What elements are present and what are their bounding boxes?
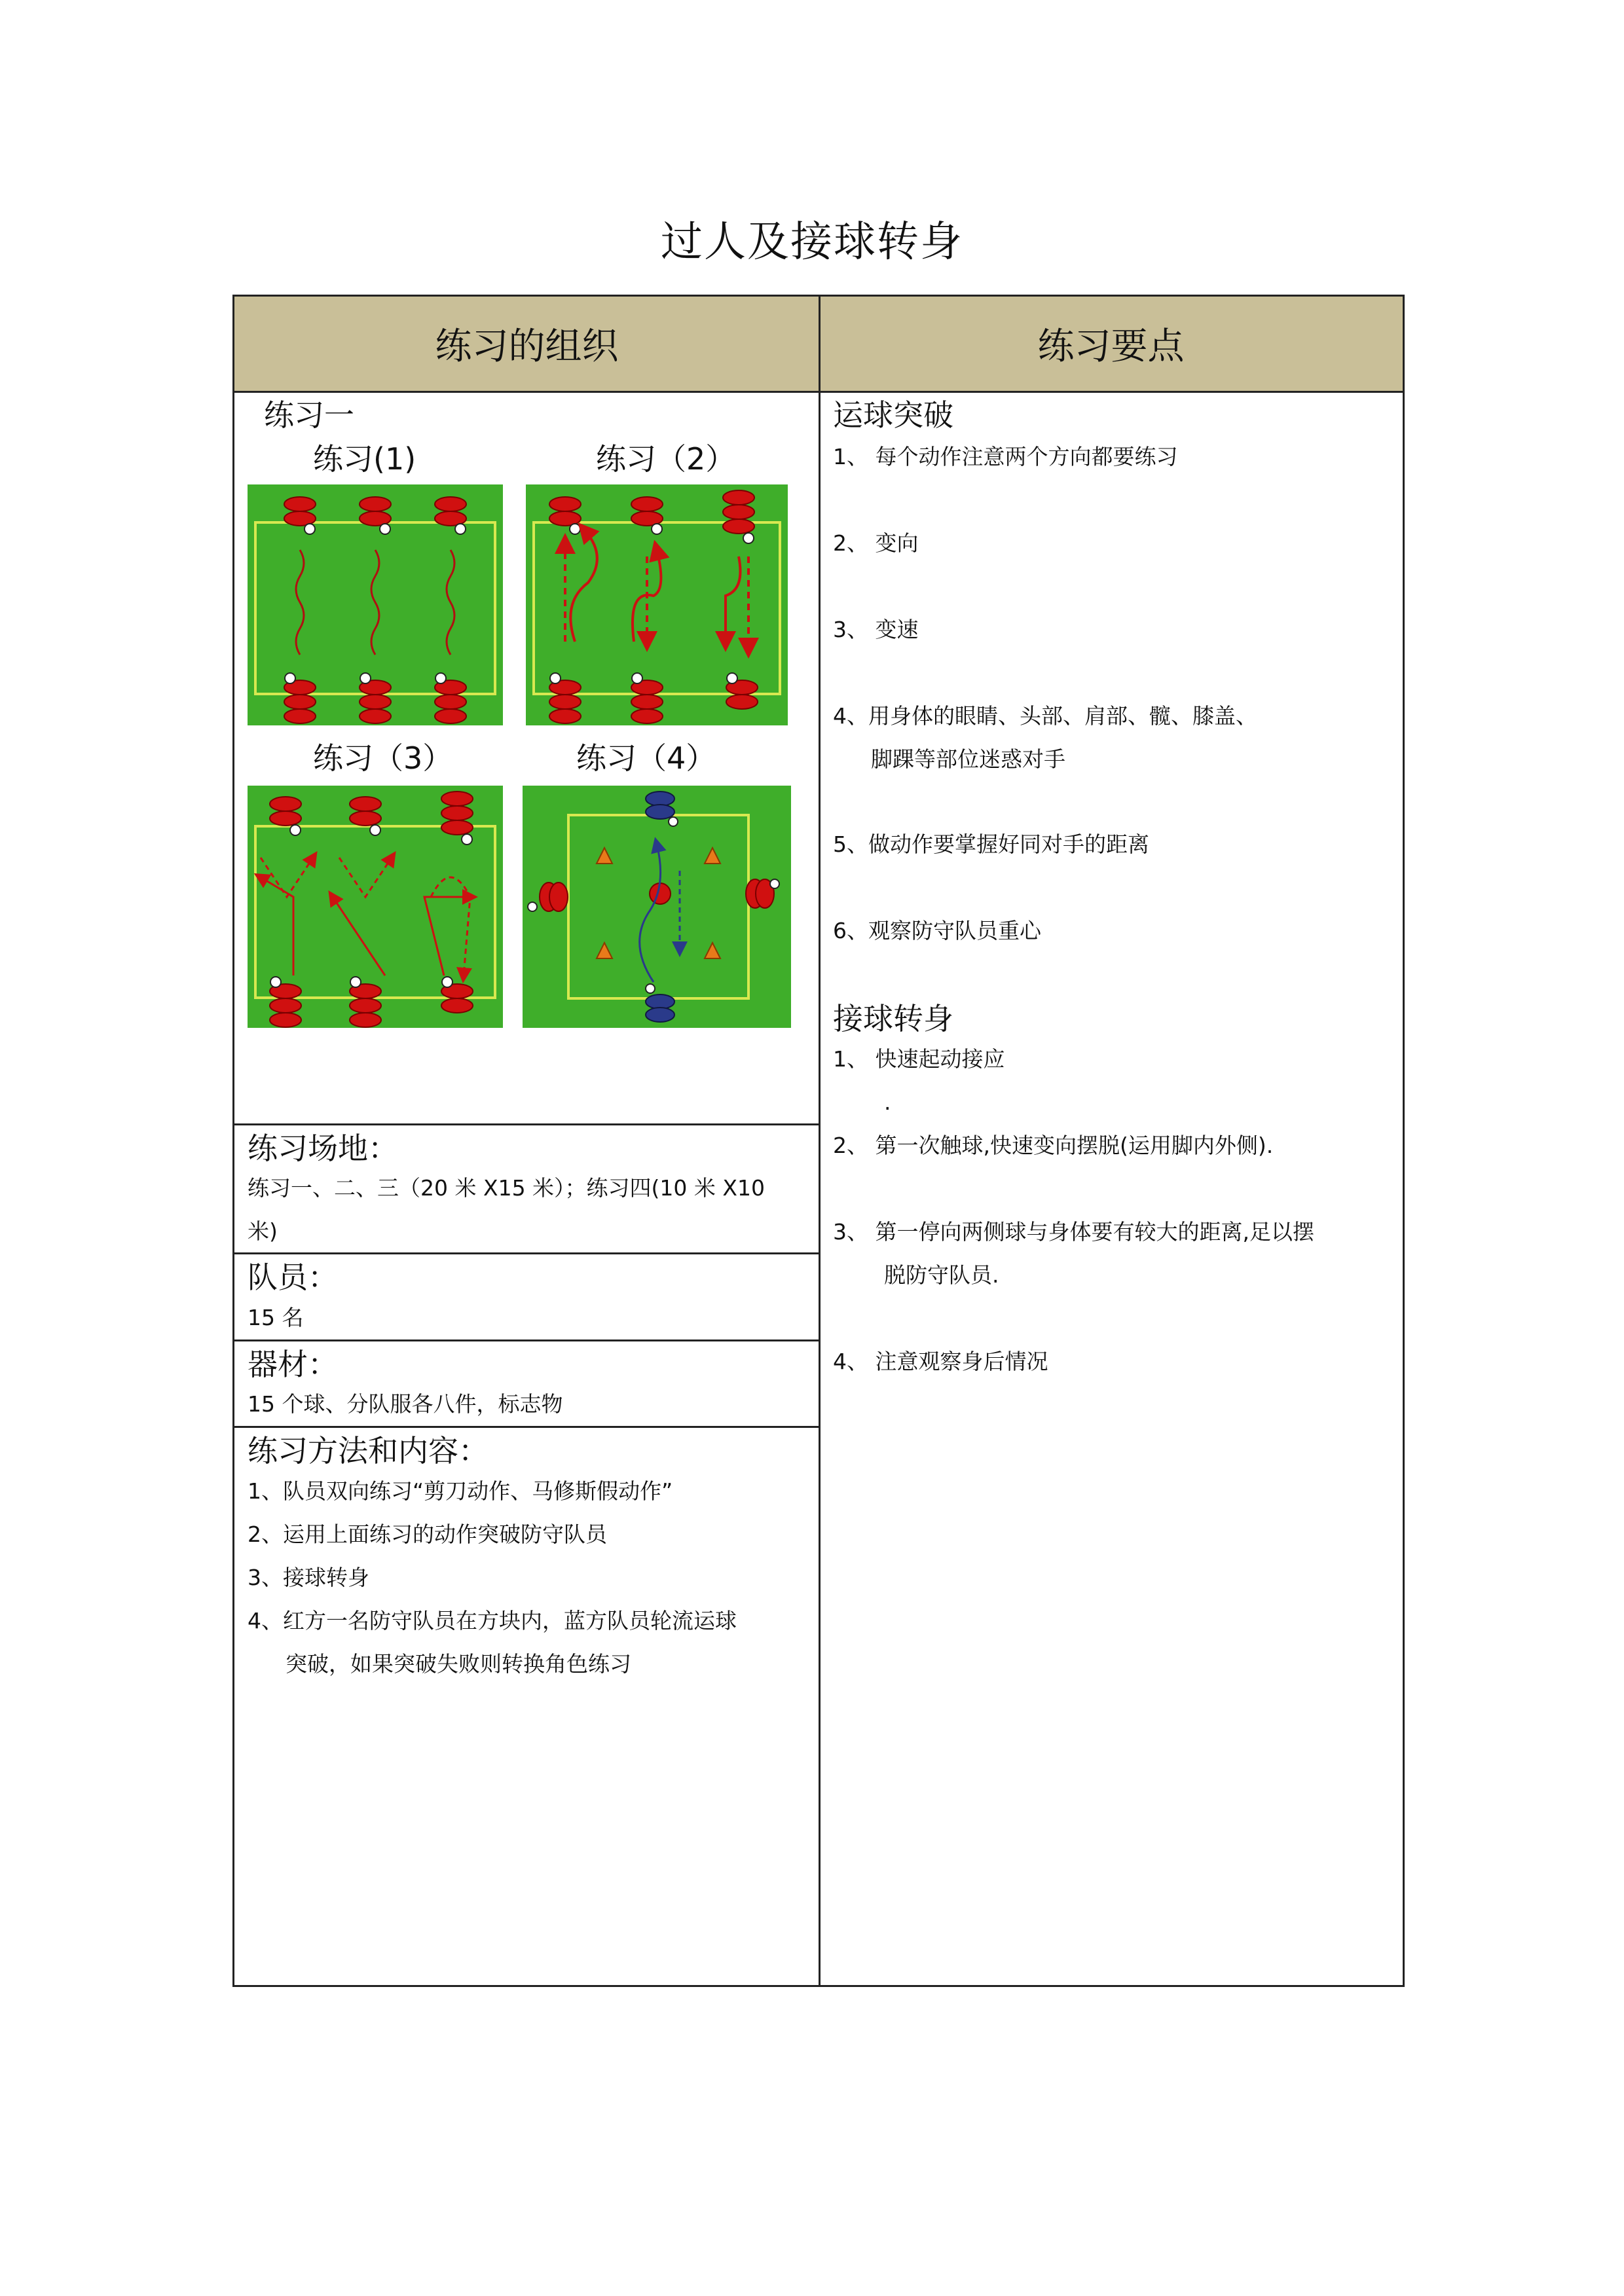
method-heading: 练习方法和内容：	[248, 1433, 489, 1468]
dribble-item-6: 6、观察防守队员重心	[833, 918, 1041, 943]
drill-label-4: 练习（4）	[576, 740, 716, 776]
drill-label-1: 练习(1)	[313, 441, 416, 477]
drill-diagram-2	[526, 484, 788, 725]
turn-item-3-cont: 脱防守队员.	[884, 1262, 999, 1288]
drill-diagram-4	[523, 786, 791, 1028]
turn-item-4: 4、 注意观察身后情况	[833, 1349, 1048, 1374]
section-drill-one: 练习一	[264, 397, 354, 433]
turn-item-1-dot: .	[884, 1089, 891, 1115]
method-item-3: 3、接球转身	[248, 1565, 369, 1590]
method-item-4: 4、红方一名防守队员在方块内，蓝方队员轮流运球	[248, 1608, 737, 1633]
dribble-item-1: 1、 每个动作注意两个方向都要练习	[833, 444, 1178, 469]
turn-item-2: 2、 第一次触球,快速变向摆脱(运用脚内外侧).	[833, 1133, 1274, 1158]
dribble-item-5: 5、做动作要掌握好同对手的距离	[833, 831, 1149, 857]
dribble-item-3: 3、 变速	[833, 617, 919, 642]
method-item-4-cont: 突破，如果突破失败则转换角色练习	[286, 1651, 631, 1677]
column-divider	[819, 297, 821, 1985]
method-item-1: 1、队员双向练习“剪刀动作、马修斯假动作”	[248, 1478, 673, 1504]
dribble-item-2: 2、 变向	[833, 530, 919, 556]
turn-item-1: 1、 快速起动接应	[833, 1046, 1005, 1072]
header-key-points: 练习要点	[819, 297, 1403, 393]
players-text: 15 名	[248, 1305, 304, 1330]
equipment-text: 15 个球、分队服各八件，标志物	[248, 1391, 563, 1417]
turn-heading: 接球转身	[833, 1001, 953, 1036]
dribble-heading: 运球突破	[833, 397, 953, 433]
drill-diagram-1	[248, 484, 503, 725]
drill-label-3: 练习（3）	[313, 740, 453, 776]
header-organization: 练习的组织	[234, 297, 819, 393]
drill-label-2: 练习（2）	[596, 441, 736, 477]
venue-text: 练习一、二、三（20 米 X15 米）；练习四(10 米 X10	[248, 1175, 766, 1201]
equipment-heading: 器材：	[248, 1347, 338, 1382]
venue-heading: 练习场地：	[248, 1131, 398, 1166]
dribble-item-4: 4、用身体的眼睛、头部、肩部、髋、膝盖、	[833, 703, 1257, 729]
turn-item-3: 3、 第一停向两侧球与身体要有较大的距离,足以摆	[833, 1219, 1314, 1245]
drill-diagram-3	[248, 786, 503, 1028]
players-heading: 队员：	[248, 1260, 338, 1295]
page-title: 过人及接球转身	[661, 218, 963, 266]
dribble-item-4-cont: 脚踝等部位迷惑对手	[871, 746, 1065, 772]
method-item-2: 2、运用上面练习的动作突破防守队员	[248, 1522, 607, 1547]
venue-text-cont: 米)	[248, 1218, 278, 1244]
